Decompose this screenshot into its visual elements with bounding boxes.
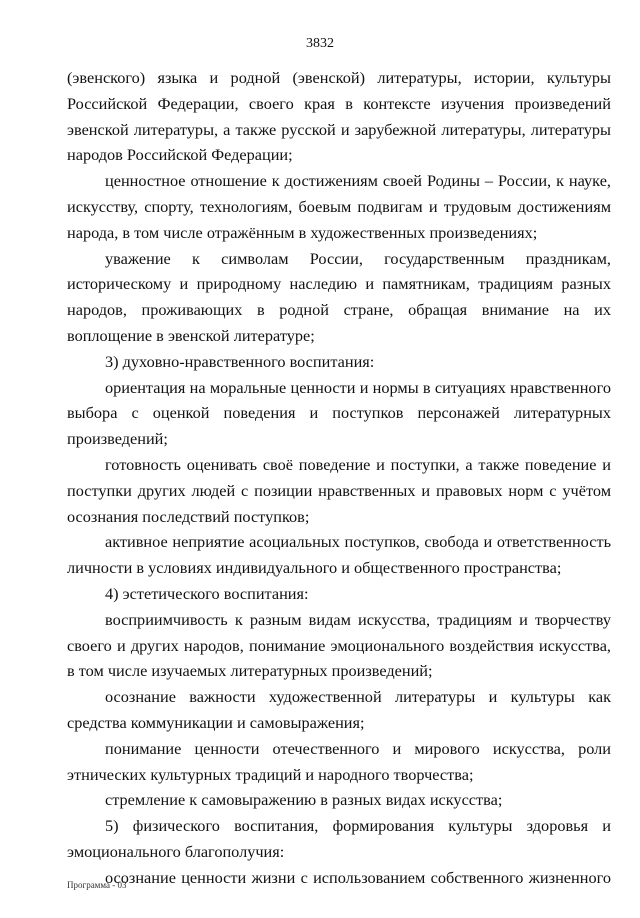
paragraph-9: восприимчивость к разным видам искусства, традициям и творчеству своего и других народов, понимание эмоционального воздействия искусства, в том числе изучаемых литературных произведений; <box>67 609 611 681</box>
paragraph-8-heading: 4) эстетического воспитания: <box>105 583 309 603</box>
paragraph-12: стремление к самовыражению в разных видах искусства; <box>105 790 503 810</box>
paragraph-14: осознание ценности жизни с использованием собственного жизненного <box>105 867 611 887</box>
paragraph-1: (эвенского) языка и родной (эвенской) литературы, истории, культуры Российской Федерации, своего края в контексте изучения произведений эвенской литературы, а также русской и зарубежной литературы, литературы народов Российской Федерации; <box>67 68 611 165</box>
paragraph-4-heading: 3) духовно-нравственного воспитания: <box>105 351 375 371</box>
paragraph-2: ценностное отношение к достижениям своей Родины – России, к науке, искусству, спорту, технологиям, боевым подвигам и трудовым достижениям народа, в том числе отражённым в художественных произведениях; <box>67 171 611 242</box>
footer-program-label: Программа - 03 <box>67 880 127 890</box>
paragraph-7: активное неприятие асоциальных поступков, свобода и ответственность личности в условиях индивидуального и общественного пространства; <box>67 532 611 578</box>
document-body <box>67 65 611 891</box>
page-number: 3832 <box>306 36 334 51</box>
paragraph-13-heading: 5) физического воспитания, формирования культуры здоровья и эмоционального благополучия: <box>67 816 611 861</box>
paragraph-5: ориентация на моральные ценности и нормы в ситуациях нравственного выбора с оценкой поведения и поступков персонажей литературных произведений; <box>67 377 611 449</box>
paragraph-11: понимание ценности отечественного и мирового искусства, роли этнических культурных традиций и народного творчества; <box>67 738 611 784</box>
paragraph-10: осознание важности художественной литературы и культуры как средства коммуникации и самовыражения; <box>67 687 611 732</box>
paragraph-3: уважение к символам России, государственным праздникам, историческому и природному наследию и памятникам, традициям разных народов, проживающих в родной стране, обращая внимание на их воплощение в эвенской литературе; <box>67 248 611 345</box>
paragraph-6: готовность оценивать своё поведение и поступки, а также поведение и поступки других людей с позиции нравственных и правовых норм с учётом осознания последствий поступков; <box>67 454 611 526</box>
